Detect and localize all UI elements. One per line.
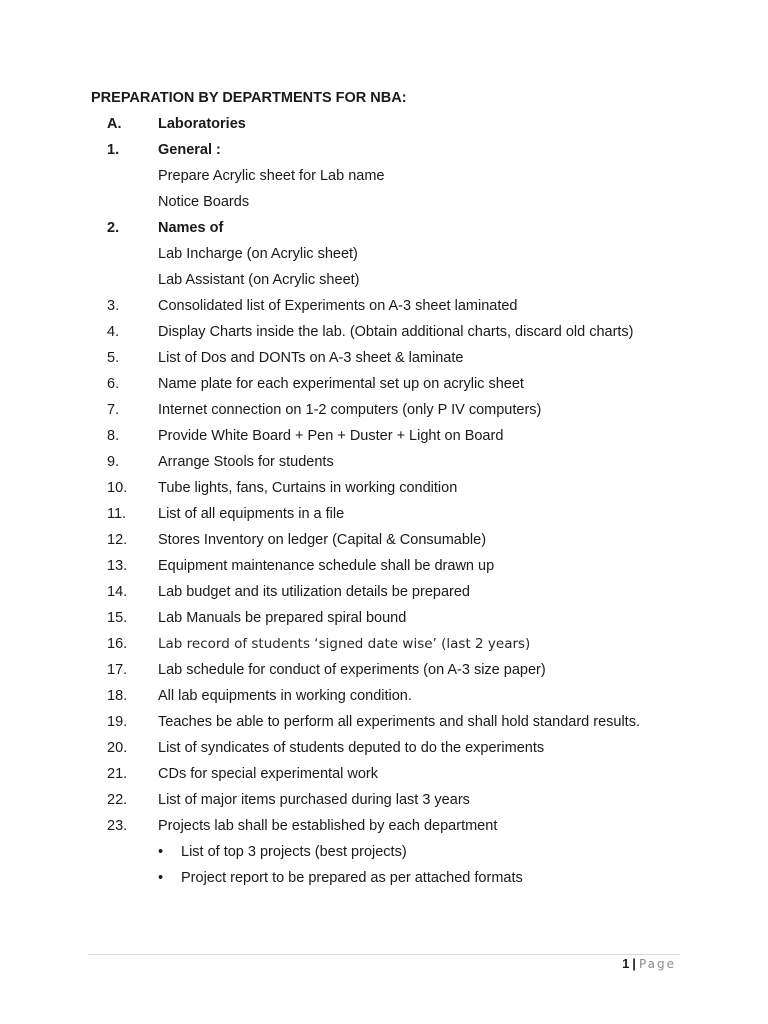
item-number: 10. <box>107 480 128 496</box>
item-text: Tube lights, fans, Curtains in working condition <box>158 480 458 496</box>
list-item <box>0 661 768 687</box>
item-number: 8. <box>107 428 120 444</box>
item-number: 2. <box>107 220 120 236</box>
item-number: 9. <box>107 454 120 470</box>
item-text: Lab record of students ‘signed date wise’ (last 2 years) <box>158 636 531 652</box>
list-item <box>0 583 768 609</box>
item-number: 23. <box>107 818 128 834</box>
item-number: 1. <box>107 142 120 158</box>
footer-separator: | <box>632 956 636 971</box>
document-heading: PREPARATION BY DEPARTMENTS FOR NBA: <box>91 90 407 106</box>
list-item <box>0 375 768 401</box>
item-text: List of major items purchased during last 3 years <box>158 792 470 808</box>
item-number: 5. <box>107 350 120 366</box>
item-number: 14. <box>107 584 128 600</box>
footer-divider <box>88 954 680 955</box>
item-text: Teaches be able to perform all experiments and shall hold standard results. <box>158 714 640 730</box>
list-item <box>0 349 768 375</box>
checklist <box>0 115 768 895</box>
item-text: Lab Assistant (on Acrylic sheet) <box>158 272 360 288</box>
item-number: 4. <box>107 324 120 340</box>
list-item <box>0 765 768 791</box>
page-label: Page <box>638 957 676 971</box>
item-number: 16. <box>107 636 128 652</box>
item-number: 19. <box>107 714 128 730</box>
list-item <box>0 141 768 167</box>
list-item <box>0 453 768 479</box>
list-item <box>0 531 768 557</box>
list-item <box>0 791 768 817</box>
item-text: Display Charts inside the lab. (Obtain additional charts, discard old charts) <box>158 324 634 340</box>
item-text: List of all equipments in a file <box>158 506 345 522</box>
item-text: Projects lab shall be established by each department <box>158 818 498 834</box>
page-number: 1 <box>622 956 630 971</box>
item-number: 12. <box>107 532 128 548</box>
list-item <box>0 479 768 505</box>
list-item <box>0 687 768 713</box>
bullet-text: Project report to be prepared as per attached formats <box>181 870 523 886</box>
item-text: Lab budget and its utilization details be prepared <box>158 584 470 600</box>
item-number: 18. <box>107 688 128 704</box>
list-item <box>0 297 768 323</box>
list-item <box>0 219 768 245</box>
item-text: Lab Manuals be prepared spiral bound <box>158 610 407 626</box>
bullet-marker: • <box>158 870 164 886</box>
sub-item <box>0 193 768 219</box>
bullet-marker: • <box>158 844 164 860</box>
item-text: Names of <box>158 220 224 236</box>
sub-item <box>0 167 768 193</box>
item-number: 11. <box>107 506 127 522</box>
item-text: Name plate for each experimental set up on acrylic sheet <box>158 376 524 392</box>
item-text: All lab equipments in working condition. <box>158 688 412 704</box>
item-text: Stores Inventory on ledger (Capital & Consumable) <box>158 532 487 548</box>
list-item <box>0 609 768 635</box>
item-text: List of syndicates of students deputed to do the experiments <box>158 740 545 756</box>
item-number: 21. <box>107 766 128 782</box>
item-text: Equipment maintenance schedule shall be drawn up <box>158 558 495 574</box>
item-number: 15. <box>107 610 128 626</box>
item-text: Arrange Stools for students <box>158 454 334 470</box>
item-text: Lab Incharge (on Acrylic sheet) <box>158 246 358 262</box>
item-number: 7. <box>107 402 120 418</box>
list-item <box>0 817 768 843</box>
page-footer <box>622 956 676 972</box>
list-item <box>0 401 768 427</box>
bullet-text: List of top 3 projects (best projects) <box>181 844 407 860</box>
list-item <box>0 635 768 661</box>
item-text: Provide White Board + Pen + Duster + Light on Board <box>158 428 504 444</box>
list-item <box>0 739 768 765</box>
list-item <box>0 115 768 141</box>
list-item <box>0 323 768 349</box>
sub-item <box>0 245 768 271</box>
list-item <box>0 427 768 453</box>
list-item <box>0 557 768 583</box>
item-number: 20. <box>107 740 128 756</box>
item-text: Lab schedule for conduct of experiments (on A-3 size paper) <box>158 662 546 678</box>
item-number: 17. <box>107 662 128 678</box>
item-text: Laboratories <box>158 116 246 132</box>
item-text: CDs for special experimental work <box>158 766 378 782</box>
list-item <box>0 505 768 531</box>
list-item <box>0 713 768 739</box>
item-number: 6. <box>107 376 120 392</box>
item-text: List of Dos and DONTs on A-3 sheet & laminate <box>158 350 464 366</box>
sub-item <box>0 271 768 297</box>
item-text: Internet connection on 1-2 computers (only P IV computers) <box>158 402 542 418</box>
item-number: 22. <box>107 792 128 808</box>
item-text: Prepare Acrylic sheet for Lab name <box>158 168 385 184</box>
item-text: Consolidated list of Experiments on A-3 sheet laminated <box>158 298 518 314</box>
bullet-item <box>0 843 768 869</box>
item-number: A. <box>107 116 122 132</box>
item-text: General : <box>158 142 221 158</box>
item-number: 13. <box>107 558 128 574</box>
item-number: 3. <box>107 298 120 314</box>
item-text: Notice Boards <box>158 194 250 210</box>
bullet-item <box>0 869 768 895</box>
